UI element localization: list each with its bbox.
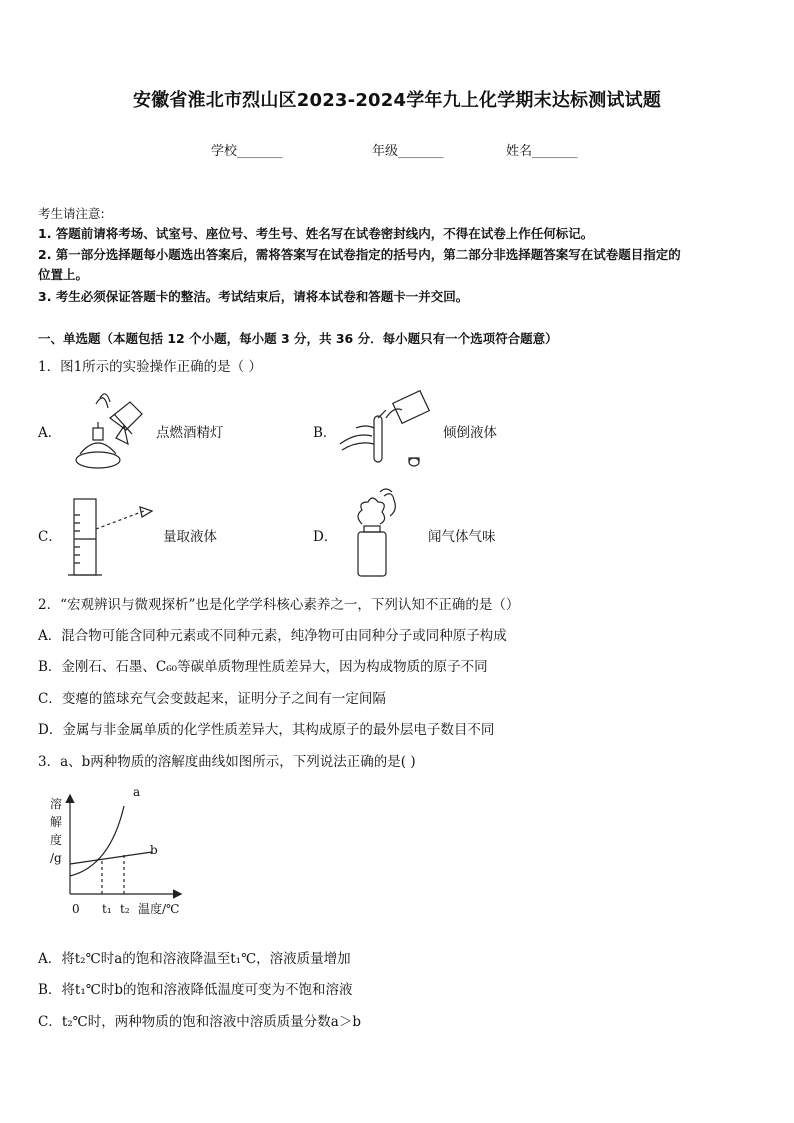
curve-a (70, 806, 124, 876)
y-label-3: 度 (50, 833, 63, 847)
q1-option-b-label: 倾倒液体 (443, 425, 497, 441)
curve-b (70, 852, 152, 864)
q1-option-d-label: 闻气体气味 (428, 529, 496, 545)
q2-stem: 2．“宏观辨识与微观探析”也是化学学科核心素养之一，下列认知不正确的是（） (38, 597, 520, 613)
q2-option-a: A．混合物可能含同种元素或不同种元素，纯净物可由同种分子或同种原子构成 (38, 628, 507, 644)
solubility-graph (40, 782, 200, 922)
y-label-1: 溶 (50, 797, 63, 811)
smelling-gas-illustration (344, 488, 424, 580)
notice-item-2-cont: 位置上。 (38, 267, 89, 282)
q3-option-c: C．t₂℃时，两种物质的饱和溶液中溶质质量分数a＞b (38, 1014, 361, 1030)
origin-label: 0 (72, 902, 80, 916)
t1-label: t₁ (102, 902, 112, 916)
q2-option-c: C．变瘪的篮球充气会变鼓起来，证明分子之间有一定间隔 (38, 691, 386, 707)
q3-stem: 3．a、b两种物质的溶解度曲线如图所示，下列说法正确的是( ) (38, 754, 416, 770)
y-label-4: /g (50, 851, 62, 865)
notice-item-1: 1. 答题前请将考场、试室号、座位号、考生号、姓名写在试卷密封线内，不得在试卷上作任何标记。 (38, 226, 594, 241)
q1-option-d-letter: D． (313, 529, 338, 545)
q1-option-c-label: 量取液体 (163, 529, 217, 545)
notice-item-2: 2. 第一部分选择题每小题选出答案后，需将答案写在试卷指定的括号内，第二部分非选择题答案写在试卷题目指定的 (38, 247, 681, 262)
t2-label: t₂ (120, 902, 130, 916)
q2-option-d: D．金属与非金属单质的化学性质差异大，其构成原子的最外层电子数目不同 (38, 722, 495, 738)
notice-heading: 考生请注意: (38, 206, 105, 221)
section-heading: 一、单选题（本题包括 12 个小题，每小题 3 分，共 36 分．每小题只有一个选项符合题意） (38, 331, 558, 346)
pouring-liquid-illustration (336, 388, 440, 472)
q2-option-b: B．金刚石、石墨、C₆₀等碳单质物理性质差异大，因为构成物质的原子不同 (38, 659, 488, 675)
alcohol-lamp-illustration (70, 388, 150, 472)
school-field: 学校_______ (211, 144, 283, 159)
q1-option-a-letter: A． (38, 425, 62, 441)
q1-stem: 1．图1所示的实验操作正确的是（ ） (38, 359, 262, 375)
q1-option-a-label: 点燃酒精灯 (156, 425, 224, 441)
x-axis-label: 温度/℃ (138, 902, 180, 916)
graduated-cylinder-illustration (66, 495, 156, 579)
curve-b-label: b (150, 843, 158, 857)
q1-option-c-letter: C． (38, 529, 62, 545)
q3-option-a: A．将t₂℃时a的饱和溶液降温至t₁℃，溶液质量增加 (38, 951, 351, 967)
y-label-2: 解 (50, 815, 63, 829)
notice-item-3: 3. 考生必须保证答题卡的整洁。考试结束后，请将本试卷和答题卡一并交回。 (38, 289, 469, 304)
curve-a-label: a (133, 785, 141, 799)
name-field: 姓名_______ (506, 144, 578, 159)
page-title: 安徽省淮北市烈山区2023-2024学年九上化学期末达标测试试题 (132, 90, 662, 111)
grade-field: 年级_______ (372, 144, 444, 159)
q3-option-b: B．将t₁℃时b的饱和溶液降低温度可变为不饱和溶液 (38, 982, 353, 998)
q1-option-b-letter: B． (313, 425, 337, 441)
